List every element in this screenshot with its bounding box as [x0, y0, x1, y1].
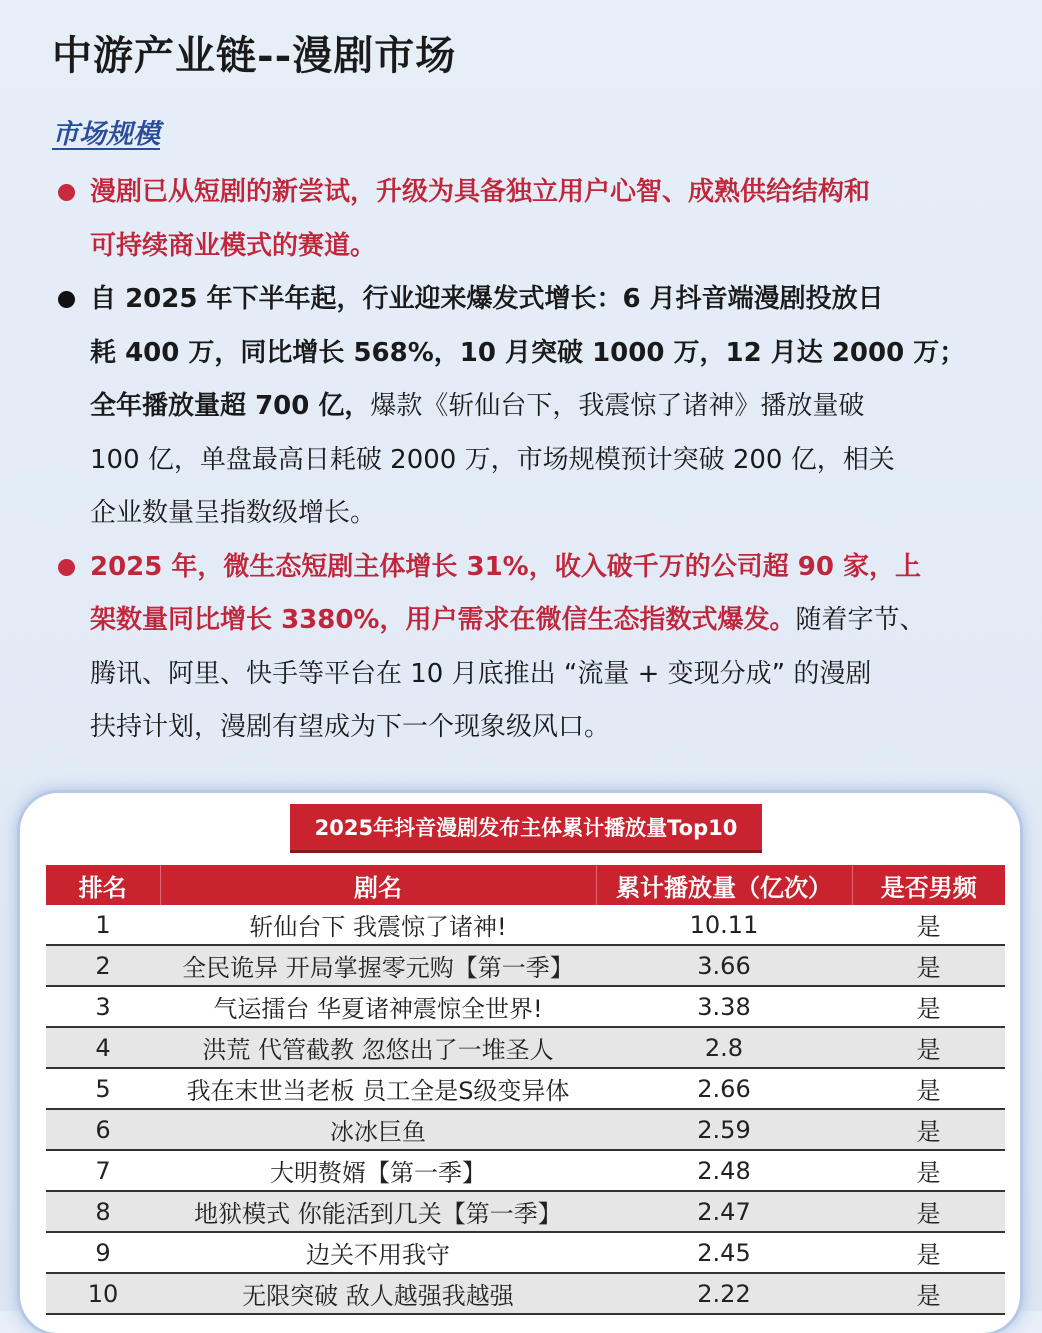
- cell-rank: 6: [46, 1109, 160, 1150]
- bullet-2-line-3: 全年播放量超 700 亿，爆款《斩仙台下，我震惊了诸神》播放量破: [90, 391, 865, 421]
- table-row: [46, 986, 1005, 1027]
- cell-male: 是: [852, 1150, 1005, 1191]
- cell-title: 斩仙台下 我震惊了诸神!: [160, 905, 596, 945]
- bullet-dot-icon: [58, 184, 75, 201]
- cell-rank: 7: [46, 1150, 160, 1191]
- header-male-oriented: 是否男频: [852, 865, 1005, 905]
- cell-title: 洪荒 代管截教 忽悠出了一堆圣人: [160, 1027, 596, 1068]
- ranking-table: [46, 865, 1005, 1315]
- cell-male: 是: [852, 1191, 1005, 1232]
- cell-plays: 2.22: [596, 1273, 852, 1314]
- section-heading: 市场规模: [52, 119, 160, 150]
- bullet-2-line-5: 企业数量呈指数级增长。: [90, 498, 377, 528]
- header-title: 剧名: [160, 865, 596, 905]
- cell-plays: 2.59: [596, 1109, 852, 1150]
- table-row: [46, 1027, 1005, 1068]
- table-header-row: [46, 865, 1005, 905]
- cell-male: 是: [852, 1232, 1005, 1273]
- bullet-list: [52, 166, 1012, 755]
- table-title: 2025年抖音漫剧发布主体累计播放量Top10: [290, 804, 762, 853]
- bullet-item-2: [52, 273, 1012, 541]
- table-row: [46, 1232, 1005, 1273]
- bullet-dot-icon: [58, 291, 75, 308]
- cell-plays: 2.8: [596, 1027, 852, 1068]
- cell-male: 是: [852, 905, 1005, 945]
- cell-rank: 9: [46, 1232, 160, 1273]
- table-row: [46, 1109, 1005, 1150]
- cell-title: 边关不用我守: [160, 1232, 596, 1273]
- header-plays: 累计播放量（亿次）: [596, 865, 852, 905]
- table-row: [46, 1273, 1005, 1314]
- cell-male: 是: [852, 1109, 1005, 1150]
- cell-male: 是: [852, 1027, 1005, 1068]
- cell-title: 全民诡异 开局掌握零元购【第一季】: [160, 945, 596, 986]
- bullet-dot-icon: [58, 559, 75, 576]
- header-rank: 排名: [46, 865, 160, 905]
- cell-male: 是: [852, 1068, 1005, 1109]
- table-row: [46, 945, 1005, 986]
- cell-rank: 4: [46, 1027, 160, 1068]
- cell-rank: 3: [46, 986, 160, 1027]
- cell-rank: 5: [46, 1068, 160, 1109]
- bullet-2-line-2: 耗 400 万，同比增长 568%，10 月突破 1000 万，12 月达 2000 万；: [90, 337, 966, 368]
- cell-title: 地狱模式 你能活到几关【第一季】: [160, 1191, 596, 1232]
- bullet-2-line-4: 100 亿，单盘最高日耗破 2000 万，市场规模预计突破 200 亿，相关: [90, 444, 895, 475]
- cell-rank: 2: [46, 945, 160, 986]
- table-row: [46, 1191, 1005, 1232]
- bullet-item-3: [52, 541, 1012, 755]
- cell-rank: 10: [46, 1273, 160, 1314]
- cell-title: 冰冰巨鱼: [160, 1109, 596, 1150]
- page-title: 中游产业链--漫剧市场: [52, 32, 457, 79]
- cell-plays: 3.66: [596, 945, 852, 986]
- bullet-1-line-1: 漫剧已从短剧的新尝试，升级为具备独立用户心智、成熟供给结构和: [90, 177, 871, 207]
- bullet-3-line-2: 架数量同比增长 3380%，用户需求在微信生态指数式爆发。随着字节、: [90, 605, 926, 635]
- cell-title: 气运擂台 华夏诸神震惊全世界!: [160, 986, 596, 1027]
- bullet-3-line-4: 扶持计划，漫剧有望成为下一个现象级风口。: [90, 712, 611, 742]
- cell-male: 是: [852, 986, 1005, 1027]
- cell-title: 无限突破 敌人越强我越强: [160, 1273, 596, 1314]
- cell-title: 我在末世当老板 员工全是S级变异体: [160, 1068, 596, 1109]
- cell-plays: 2.48: [596, 1150, 852, 1191]
- cell-rank: 1: [46, 905, 160, 945]
- bullet-3-line-1: 2025 年，微生态短剧主体增长 31%，收入破千万的公司超 90 家，上: [90, 551, 922, 582]
- cell-rank: 8: [46, 1191, 160, 1232]
- table-row: [46, 1068, 1005, 1109]
- cell-plays: 2.47: [596, 1191, 852, 1232]
- table-row: [46, 1150, 1005, 1191]
- cell-plays: 10.11: [596, 905, 852, 945]
- cell-plays: 2.45: [596, 1232, 852, 1273]
- cell-plays: 3.38: [596, 986, 852, 1027]
- bullet-item-1: [52, 166, 1012, 273]
- bullet-3-line-3: 腾讯、阿里、快手等平台在 10 月底推出 “流量 + 变现分成” 的漫剧: [90, 658, 872, 689]
- bullet-1-line-2: 可持续商业模式的赛道。: [90, 230, 377, 261]
- table-row: [46, 905, 1005, 945]
- cell-male: 是: [852, 1273, 1005, 1314]
- cell-plays: 2.66: [596, 1068, 852, 1109]
- cell-male: 是: [852, 945, 1005, 986]
- cell-title: 大明赘婿【第一季】: [160, 1150, 596, 1191]
- bullet-2-line-1: 自 2025 年下半年起，行业迎来爆发式增长：6 月抖音端漫剧投放日: [90, 284, 884, 314]
